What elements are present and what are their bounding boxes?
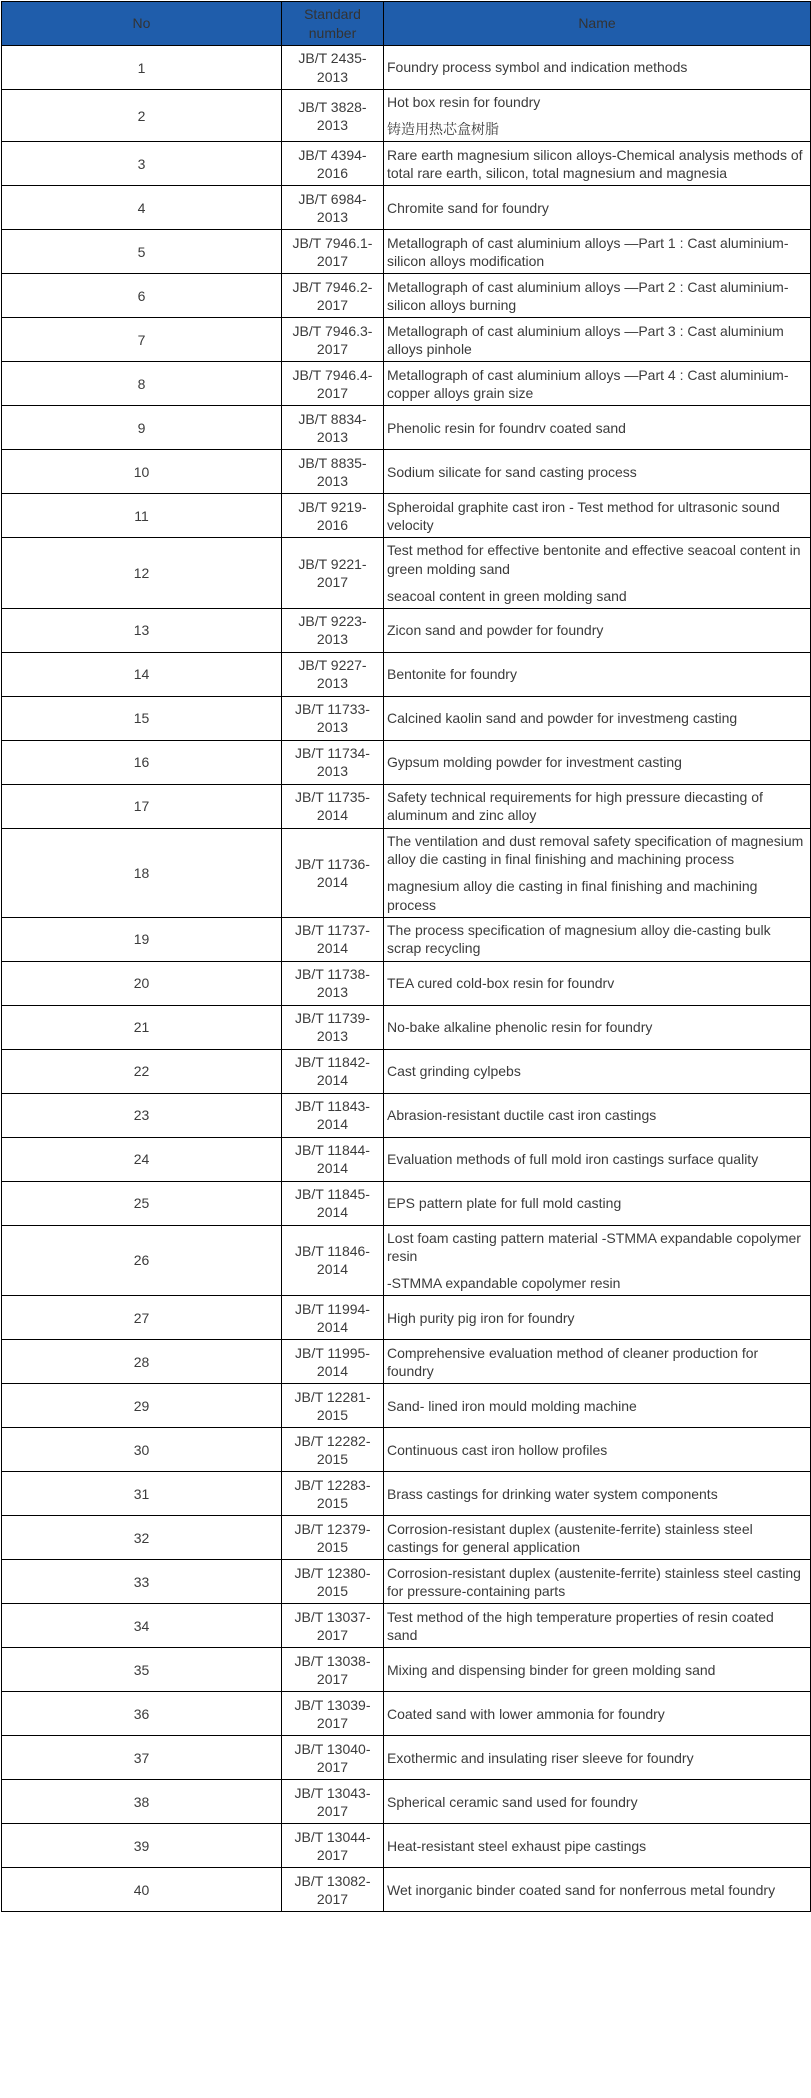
standard-number-cell bbox=[282, 1137, 384, 1181]
row-number-cell: 37 bbox=[2, 1736, 282, 1780]
standard-name-paragraph: Corrosion-resistant duplex (austenite-ferrite) stainless steel castings for general application bbox=[387, 1520, 753, 1555]
standard-number-cell bbox=[282, 1692, 384, 1736]
standard-number-line: JB/T 13040- bbox=[294, 1740, 371, 1757]
standard-number-line: JB/T 13082- bbox=[294, 1872, 371, 1889]
standard-name-cell bbox=[384, 1384, 811, 1428]
standard-number-line: JB/T 11843- bbox=[295, 1098, 370, 1114]
standards-table bbox=[1, 1, 811, 1912]
standard-number-cell bbox=[282, 1604, 384, 1648]
table-row bbox=[2, 1428, 811, 1472]
column-header-no: No bbox=[2, 2, 282, 46]
standard-number-cell bbox=[282, 318, 384, 362]
standard-number-cell bbox=[282, 1225, 384, 1296]
standard-number-cell bbox=[282, 406, 384, 450]
standard-number-line: 2017 bbox=[316, 1802, 349, 1819]
standard-number-cell bbox=[282, 1296, 384, 1340]
standard-number-line: 2017 bbox=[316, 252, 349, 269]
standard-name-cell bbox=[384, 917, 811, 961]
row-number-cell: 20 bbox=[2, 961, 282, 1005]
standard-number-line: JB/T 6984- bbox=[298, 190, 367, 207]
standard-name-cell bbox=[384, 1181, 811, 1225]
row-number-cell: 36 bbox=[2, 1692, 282, 1736]
row-number-cell: 5 bbox=[2, 230, 282, 274]
standard-number-line: 2015 bbox=[316, 1450, 349, 1467]
standard-number-line: 2013 bbox=[316, 472, 349, 489]
row-number-cell: 26 bbox=[2, 1225, 282, 1296]
standard-number-line: 2014 bbox=[316, 1072, 349, 1089]
table-row bbox=[2, 494, 811, 538]
standard-name-paragraph: Sodium silicate for sand casting process bbox=[387, 463, 637, 480]
standard-name-cell bbox=[384, 362, 811, 406]
standard-name-paragraph: Zicon sand and powder for foundry bbox=[387, 622, 604, 639]
standard-name-cell bbox=[384, 1516, 811, 1560]
standard-name-cell bbox=[384, 274, 811, 318]
standard-number-line: JB/T 13044- bbox=[294, 1828, 371, 1845]
standard-name-cell bbox=[384, 961, 811, 1005]
standard-name-cell bbox=[384, 652, 811, 696]
standard-number-line: JB/T 11995- bbox=[295, 1344, 370, 1361]
standard-number-line: 2017 bbox=[316, 296, 349, 313]
standard-name-paragraph: Coated sand with lower ammonia for foundry bbox=[387, 1705, 665, 1722]
table-row bbox=[2, 917, 811, 961]
standard-number-line: 2017 bbox=[316, 1626, 349, 1643]
standard-number-line: 2013 bbox=[316, 1028, 349, 1045]
standard-name-paragraph: magnesium alloy die casting in final finishing and machining process bbox=[387, 878, 758, 913]
standard-number-cell bbox=[282, 538, 384, 609]
standard-name-cell bbox=[384, 1340, 811, 1384]
standard-name-paragraph: Mixing and dispensing binder for green molding sand bbox=[387, 1661, 716, 1678]
row-number-cell: 3 bbox=[2, 142, 282, 186]
standard-number-cell bbox=[282, 1384, 384, 1428]
standard-name-cell bbox=[384, 450, 811, 494]
standard-number-line: JB/T 11733- bbox=[295, 701, 370, 718]
standard-name-paragraph: No-bake alkaline phenolic resin for foundry bbox=[387, 1019, 653, 1036]
table-row bbox=[2, 1472, 811, 1516]
standard-name-cell bbox=[384, 1005, 811, 1049]
standard-number-cell bbox=[282, 450, 384, 494]
standard-number-line: JB/T 8835- bbox=[298, 454, 367, 471]
standard-name-paragraph: Rare earth magnesium silicon alloys-Chemical analysis methods of total rare earth, silicon, total magnesium and magnesia bbox=[387, 146, 803, 181]
standard-name-paragraph: Safety technical requirements for high pressure diecasting of aluminum and zinc alloy bbox=[387, 789, 763, 824]
table-row bbox=[2, 1736, 811, 1780]
row-number-cell: 31 bbox=[2, 1472, 282, 1516]
standard-name-paragraph: Corrosion-resistant duplex (austenite-ferrite) stainless steel casting for pressure-containing parts bbox=[387, 1564, 801, 1599]
standard-number-cell bbox=[282, 1181, 384, 1225]
standard-name-cell bbox=[384, 230, 811, 274]
standard-name-paragraph: Spherical ceramic sand used for foundry bbox=[387, 1793, 638, 1810]
standard-name-paragraph: seacoal content in green molding sand bbox=[387, 587, 627, 604]
standard-number-line: 2017 bbox=[316, 1758, 349, 1775]
standard-number-line: 2013 bbox=[316, 763, 349, 780]
table-row bbox=[2, 1780, 811, 1824]
table-row bbox=[2, 961, 811, 1005]
standard-name-paragraph: Gypsum molding powder for investment casting bbox=[387, 754, 682, 771]
row-number-cell: 6 bbox=[2, 274, 282, 318]
standard-name-paragraph: Test method for effective bentonite and effective seacoal content in green molding sand bbox=[387, 542, 801, 577]
standard-number-line: 2016 bbox=[316, 516, 349, 533]
standard-name-cell bbox=[384, 1692, 811, 1736]
standard-number-line: JB/T 11735- bbox=[295, 789, 370, 806]
standard-number-line: JB/T 12380- bbox=[294, 1564, 371, 1581]
standard-number-line: 2014 bbox=[316, 940, 349, 957]
standard-number-line: JB/T 11846- bbox=[295, 1243, 370, 1260]
table-row bbox=[2, 1868, 811, 1912]
standard-number-cell bbox=[282, 1560, 384, 1604]
standard-number-line: JB/T 8834- bbox=[298, 410, 367, 427]
standard-number-cell bbox=[282, 1005, 384, 1049]
table-row bbox=[2, 538, 811, 609]
standard-name-cell bbox=[384, 1648, 811, 1692]
column-header-name: Name bbox=[384, 2, 811, 46]
standard-number-line: JB/T 11994- bbox=[295, 1300, 370, 1317]
standard-number-line: JB/T 11739- bbox=[295, 1010, 370, 1026]
row-number-cell: 9 bbox=[2, 406, 282, 450]
standard-number-line: 2014 bbox=[316, 1204, 349, 1221]
row-number-cell: 40 bbox=[2, 1868, 282, 1912]
standard-number-line: 2013 bbox=[316, 68, 349, 85]
standard-number-line: JB/T 9227- bbox=[298, 657, 367, 674]
standard-number-line: 2016 bbox=[316, 164, 349, 181]
standard-name-paragraph: Lost foam casting pattern material -STMMA expandable copolymer resin bbox=[387, 1229, 801, 1264]
table-row bbox=[2, 652, 811, 696]
table-row bbox=[2, 1648, 811, 1692]
standard-name-paragraph: The process specification of magnesium alloy die-casting bulk scrap recycling bbox=[387, 922, 771, 957]
row-number-cell: 2 bbox=[2, 90, 282, 142]
standard-name-cell bbox=[384, 696, 811, 740]
table-row bbox=[2, 142, 811, 186]
standard-name-cell bbox=[384, 1472, 811, 1516]
table-row bbox=[2, 230, 811, 274]
row-number-cell: 39 bbox=[2, 1824, 282, 1868]
standard-number-line: 2013 bbox=[316, 208, 349, 225]
standard-number-cell bbox=[282, 961, 384, 1005]
standard-name-paragraph: Metallograph of cast aluminium alloys —Part 1 : Cast aluminium-silicon alloys modification bbox=[387, 234, 789, 269]
standard-number-line: JB/T 12282- bbox=[294, 1432, 371, 1449]
standard-number-line: 2014 bbox=[316, 1261, 349, 1278]
table-row bbox=[2, 1225, 811, 1296]
standard-number-line: JB/T 13039- bbox=[294, 1696, 371, 1713]
standard-number-line: JB/T 7946.3- bbox=[292, 322, 373, 339]
standard-number-cell bbox=[282, 90, 384, 142]
standard-name-cell bbox=[384, 46, 811, 90]
standard-number-cell bbox=[282, 1780, 384, 1824]
table-row bbox=[2, 784, 811, 828]
standard-number-line: 2014 bbox=[316, 1362, 349, 1379]
standard-name-paragraph: Exothermic and insulating riser sleeve for foundry bbox=[387, 1749, 694, 1766]
standard-name-paragraph: Continuous cast iron hollow profiles bbox=[387, 1441, 608, 1458]
standard-name-paragraph: Brass castings for drinking water system components bbox=[387, 1485, 718, 1502]
standard-number-cell bbox=[282, 1736, 384, 1780]
standard-number-line: 2014 bbox=[316, 807, 349, 824]
standard-number-cell bbox=[282, 1516, 384, 1560]
standard-number-line: JB/T 9221- bbox=[298, 555, 367, 572]
standard-number-line: 2013 bbox=[316, 428, 349, 445]
table-row bbox=[2, 318, 811, 362]
standard-name-cell bbox=[384, 494, 811, 538]
standard-number-cell bbox=[282, 1824, 384, 1868]
table-row bbox=[2, 740, 811, 784]
standard-number-line: JB/T 12281- bbox=[294, 1388, 371, 1405]
row-number-cell: 22 bbox=[2, 1049, 282, 1093]
standard-name-cell bbox=[384, 538, 811, 609]
row-number-cell: 24 bbox=[2, 1137, 282, 1181]
standard-number-line: JB/T 11737- bbox=[295, 922, 370, 938]
standard-number-line: JB/T 9223- bbox=[298, 613, 367, 630]
table-header bbox=[2, 2, 811, 46]
row-number-cell: 28 bbox=[2, 1340, 282, 1384]
table-row bbox=[2, 450, 811, 494]
standard-name-cell bbox=[384, 90, 811, 142]
standard-number-line: JB/T 13043- bbox=[294, 1784, 371, 1801]
table-row bbox=[2, 1516, 811, 1560]
standard-number-line: JB/T 7946.4- bbox=[292, 366, 373, 383]
row-number-cell: 1 bbox=[2, 46, 282, 90]
standard-name-paragraph: Evaluation methods of full mold iron castings surface quality bbox=[387, 1151, 759, 1168]
standard-name-paragraph: The ventilation and dust removal safety specification of magnesium alloy die casting in final finishing and machining process bbox=[387, 832, 804, 868]
standard-number-line: JB/T 11736- bbox=[295, 855, 370, 872]
table-row bbox=[2, 186, 811, 230]
standard-number-line: JB/T 7946.1- bbox=[292, 234, 373, 251]
standard-number-cell bbox=[282, 696, 384, 740]
row-number-cell: 8 bbox=[2, 362, 282, 406]
table-row bbox=[2, 46, 811, 90]
standard-number-line: JB/T 7946.2- bbox=[292, 278, 373, 295]
standard-name-cell bbox=[384, 186, 811, 230]
row-number-cell: 23 bbox=[2, 1093, 282, 1137]
standard-number-cell bbox=[282, 230, 384, 274]
standard-name-paragraph: Sand- lined iron mould molding machine bbox=[387, 1397, 637, 1414]
standard-number-cell bbox=[282, 1472, 384, 1516]
standard-number-cell bbox=[282, 1093, 384, 1137]
standard-number-line: JB/T 9219- bbox=[298, 498, 367, 515]
standard-number-cell bbox=[282, 142, 384, 186]
standard-name-cell bbox=[384, 784, 811, 828]
standard-number-line: JB/T 13037- bbox=[294, 1608, 371, 1625]
column-header-standard-number: Standard number bbox=[282, 2, 384, 46]
standard-number-line: 2014 bbox=[316, 873, 349, 890]
standard-number-line: 2013 bbox=[316, 984, 349, 1001]
row-number-cell: 13 bbox=[2, 608, 282, 652]
row-number-cell: 11 bbox=[2, 494, 282, 538]
standard-name-cell bbox=[384, 142, 811, 186]
standard-name-paragraph: Heat-resistant steel exhaust pipe castings bbox=[387, 1837, 647, 1854]
standard-name-cell bbox=[384, 1428, 811, 1472]
table-row bbox=[2, 90, 811, 142]
row-number-cell: 12 bbox=[2, 538, 282, 609]
standard-name-cell bbox=[384, 740, 811, 784]
standard-number-line: JB/T 11738- bbox=[295, 966, 370, 982]
standard-number-line: 2017 bbox=[316, 340, 349, 357]
row-number-cell: 7 bbox=[2, 318, 282, 362]
standard-number-cell bbox=[282, 608, 384, 652]
table-row bbox=[2, 1340, 811, 1384]
standard-name-cell bbox=[384, 1604, 811, 1648]
standard-number-cell bbox=[282, 1340, 384, 1384]
standard-name-cell bbox=[384, 1093, 811, 1137]
standard-name-paragraph: Comprehensive evaluation method of cleaner production for foundry bbox=[387, 1344, 759, 1379]
standard-number-line: JB/T 11842- bbox=[295, 1054, 370, 1070]
standard-number-line: JB/T 4394- bbox=[298, 146, 367, 163]
standard-number-cell bbox=[282, 740, 384, 784]
standard-name-paragraph: Chromite sand for foundry bbox=[387, 199, 549, 216]
row-number-cell: 18 bbox=[2, 828, 282, 917]
header-row bbox=[2, 2, 811, 46]
standard-number-line: JB/T 3828- bbox=[298, 98, 367, 115]
standard-name-paragraph: Hot box resin for foundry bbox=[387, 94, 541, 110]
standard-number-line: 2014 bbox=[316, 1160, 349, 1177]
table-row bbox=[2, 1181, 811, 1225]
row-number-cell: 30 bbox=[2, 1428, 282, 1472]
standard-number-line: 2013 bbox=[316, 719, 349, 736]
row-number-cell: 38 bbox=[2, 1780, 282, 1824]
standard-number-cell bbox=[282, 652, 384, 696]
row-number-cell: 34 bbox=[2, 1604, 282, 1648]
standard-number-cell bbox=[282, 917, 384, 961]
row-number-cell: 33 bbox=[2, 1560, 282, 1604]
standard-name-paragraph: High purity pig iron for foundry bbox=[387, 1309, 575, 1326]
table-row bbox=[2, 1560, 811, 1604]
standard-number-line: 2017 bbox=[316, 1714, 349, 1731]
row-number-cell: 16 bbox=[2, 740, 282, 784]
row-number-cell: 15 bbox=[2, 696, 282, 740]
standard-name-cell bbox=[384, 1049, 811, 1093]
row-number-cell: 32 bbox=[2, 1516, 282, 1560]
standard-number-line: JB/T 11734- bbox=[295, 745, 370, 762]
standard-name-paragraph: Calcined kaolin sand and powder for investmeng casting bbox=[387, 710, 738, 727]
standard-number-cell bbox=[282, 186, 384, 230]
standard-name-paragraph: -STMMA expandable copolymer resin bbox=[387, 1275, 621, 1292]
standard-name-paragraph: Foundry process symbol and indication methods bbox=[387, 59, 688, 76]
standard-name-cell bbox=[384, 608, 811, 652]
standard-number-cell bbox=[282, 1868, 384, 1912]
table-row bbox=[2, 828, 811, 917]
standard-number-cell bbox=[282, 494, 384, 538]
standard-name-cell bbox=[384, 406, 811, 450]
table-row bbox=[2, 1093, 811, 1137]
standard-number-cell bbox=[282, 1049, 384, 1093]
table-row bbox=[2, 1692, 811, 1736]
standard-name-paragraph: Bentonite for foundry bbox=[387, 666, 517, 683]
standard-number-line: 2015 bbox=[316, 1494, 349, 1511]
standard-name-paragraph: Wet inorganic binder coated sand for nonferrous metal foundry bbox=[387, 1881, 776, 1898]
standard-number-line: 2017 bbox=[316, 574, 349, 591]
standard-name-cell bbox=[384, 1560, 811, 1604]
table-row bbox=[2, 608, 811, 652]
table-row bbox=[2, 696, 811, 740]
standard-name-cell bbox=[384, 1868, 811, 1912]
standard-name-paragraph: Test method of the high temperature properties of resin coated sand bbox=[387, 1608, 774, 1643]
standard-number-cell bbox=[282, 1428, 384, 1472]
standard-number-line: 2013 bbox=[316, 116, 349, 133]
standard-number-line: JB/T 12379- bbox=[294, 1520, 371, 1537]
table-row bbox=[2, 406, 811, 450]
standards-table-body bbox=[2, 46, 811, 1912]
standard-name-paragraph: Phenolic resin for foundrv coated sand bbox=[387, 419, 626, 436]
standard-name-paragraph: Metallograph of cast aluminium alloys —Part 2 : Cast aluminium-silicon alloys burning bbox=[387, 278, 789, 313]
row-number-cell: 10 bbox=[2, 450, 282, 494]
standard-name-paragraph: Metallograph of cast aluminium alloys —Part 4 : Cast aluminium-copper alloys grain size bbox=[387, 366, 789, 401]
standard-number-line: JB/T 11844- bbox=[295, 1142, 370, 1158]
standard-number-line: JB/T 13038- bbox=[294, 1652, 371, 1669]
standard-name-cell bbox=[384, 1736, 811, 1780]
standard-name-cell bbox=[384, 1824, 811, 1868]
standard-number-line: 2017 bbox=[316, 1670, 349, 1687]
table-row bbox=[2, 362, 811, 406]
table-row bbox=[2, 1137, 811, 1181]
standard-name-paragraph: Cast grinding cylpebs bbox=[387, 1063, 521, 1080]
standard-name-paragraph: Metallograph of cast aluminium alloys —Part 3 : Cast aluminium alloys pinhole bbox=[387, 322, 784, 357]
table-row bbox=[2, 274, 811, 318]
standard-number-cell bbox=[282, 1648, 384, 1692]
table-row bbox=[2, 1049, 811, 1093]
standard-name-cell bbox=[384, 1225, 811, 1296]
standard-name-paragraph: Abrasion-resistant ductile cast iron castings bbox=[387, 1107, 657, 1124]
standard-name-cell bbox=[384, 318, 811, 362]
row-number-cell: 35 bbox=[2, 1648, 282, 1692]
standard-number-line: 2014 bbox=[316, 1116, 349, 1133]
row-number-cell: 25 bbox=[2, 1181, 282, 1225]
standard-number-cell bbox=[282, 46, 384, 90]
standard-number-line: 2017 bbox=[316, 1846, 349, 1863]
row-number-cell: 17 bbox=[2, 784, 282, 828]
standard-number-line: 2015 bbox=[316, 1406, 349, 1423]
standard-name-cell bbox=[384, 1137, 811, 1181]
row-number-cell: 19 bbox=[2, 917, 282, 961]
row-number-cell: 14 bbox=[2, 652, 282, 696]
table-row bbox=[2, 1604, 811, 1648]
standard-number-line: JB/T 2435- bbox=[298, 50, 367, 67]
standard-number-line: 2013 bbox=[316, 631, 349, 648]
standard-number-line: JB/T 12283- bbox=[294, 1476, 371, 1493]
row-number-cell: 29 bbox=[2, 1384, 282, 1428]
standard-number-line: JB/T 11845- bbox=[295, 1186, 370, 1202]
standard-number-cell bbox=[282, 274, 384, 318]
standard-number-line: 2014 bbox=[316, 1318, 349, 1335]
standard-number-line: 2017 bbox=[316, 384, 349, 401]
table-row bbox=[2, 1005, 811, 1049]
row-number-cell: 27 bbox=[2, 1296, 282, 1340]
standard-name-cell bbox=[384, 1780, 811, 1824]
standard-number-cell bbox=[282, 828, 384, 917]
standard-name-paragraph: EPS pattern plate for full mold casting bbox=[387, 1195, 622, 1212]
standard-name-cell bbox=[384, 828, 811, 917]
table-row bbox=[2, 1384, 811, 1428]
standard-number-cell bbox=[282, 362, 384, 406]
standard-number-cell bbox=[282, 784, 384, 828]
standard-name-paragraph: Spheroidal graphite cast iron - Test method for ultrasonic sound velocity bbox=[387, 498, 780, 533]
standard-name-paragraph: 铸造用热芯盒树脂 bbox=[387, 121, 499, 138]
standard-name-paragraph: TEA cured cold-box resin for foundrv bbox=[387, 975, 615, 992]
table-row bbox=[2, 1824, 811, 1868]
table-row bbox=[2, 1296, 811, 1340]
standard-number-line: 2015 bbox=[316, 1582, 349, 1599]
standard-name-cell bbox=[384, 1296, 811, 1340]
standard-number-line: 2015 bbox=[316, 1538, 349, 1555]
row-number-cell: 21 bbox=[2, 1005, 282, 1049]
row-number-cell: 4 bbox=[2, 186, 282, 230]
standard-number-line: 2013 bbox=[316, 675, 349, 692]
standard-number-line: 2017 bbox=[316, 1890, 349, 1907]
